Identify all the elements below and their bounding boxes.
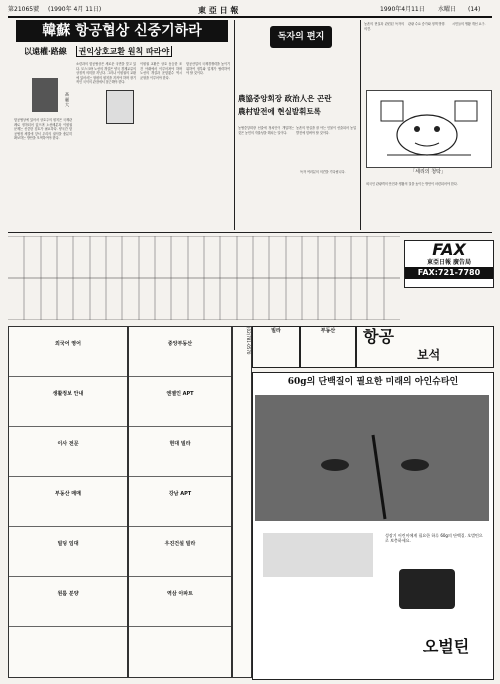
classified-entry: 우진건설 빌라	[129, 527, 231, 577]
classified-entry: 역삼 아파트	[129, 577, 231, 627]
cartoon-caption: 「세리의 청탁」	[410, 169, 446, 175]
column-headline	[238, 92, 358, 120]
classified-entry: 외국어 영어	[9, 327, 127, 377]
letters-body-2: 농촌의 현실을 잘 아는 인물이 선출되어 농업발전에 힘써야 할 것이다.	[296, 126, 356, 135]
ovaltine-ad	[252, 372, 494, 680]
ovaltine-photo	[255, 395, 489, 521]
letters-label: 독자의 편지	[277, 32, 325, 42]
right-body-4: 외국인 관광객의 안전과 생활의 질을 높이는 방안이 마련되어야 한다.	[366, 182, 458, 186]
classified-entry: 부동산 매매	[9, 477, 127, 527]
right-body-1: 농촌의 현실과 관련된 독자의 의견.	[364, 22, 404, 31]
letters-body-1: 농협중앙회장 선출에 정치인이 개입하는 것은 농민의 자율성을 해치는 일이다.	[238, 126, 294, 135]
editorial-cartoon	[366, 90, 492, 168]
classified-entry: 강남 APT	[129, 477, 231, 527]
author-byline: 高 麗 大	[65, 92, 70, 107]
column-divider-2	[360, 20, 361, 230]
fax-office-name: 東亞日報 廣告局	[426, 259, 472, 266]
editorial-sub-b: 권익상호교환 원칙 따라야	[76, 46, 173, 57]
editorial-headline-box	[16, 20, 228, 42]
classified-entry: 엔젤인 APT	[129, 377, 231, 427]
classified-entry: 중앙부동산	[129, 327, 231, 377]
right-body-3: 시민들의 생활 개선 요구.	[452, 22, 486, 26]
classified-entry: 현대 빌라	[129, 427, 231, 477]
editorial-sub-a: 以遠權·路線	[24, 46, 67, 56]
villa-ad: 빌라	[252, 326, 300, 368]
ovaltine-headline: 60g의 단백질이 필요한 미래의 아인슈타인	[287, 377, 459, 387]
issue-date: (1990年 4月 11日)	[48, 6, 102, 13]
ovaltine-bowl-photo	[263, 533, 373, 577]
cartoon-drawing	[367, 91, 491, 167]
right-body-2: 관광 수요 증가와 정책 방향.	[408, 22, 446, 26]
classified-entry: 원룸 분양	[9, 577, 127, 627]
jewelry-ad-sub: 보석	[417, 348, 441, 362]
fax-ad	[404, 240, 494, 288]
fax-big-label: FAX	[432, 240, 466, 259]
letters-label-box	[270, 26, 332, 48]
masthead	[8, 4, 492, 18]
classified-cells	[8, 238, 400, 318]
masthead-title: 東 亞 日 報	[198, 5, 239, 15]
classified-column-mid	[128, 326, 232, 678]
editorial-body-3: 이원권 교환은 상호 동등한 조건 아래에서 이루어져야 하며 노선의 개설과 운항횟수 역시 균형을 이루어야 한다.	[140, 62, 182, 80]
masthead-day: 水曜日	[438, 6, 457, 13]
masthead-date: 1990年4月11日	[380, 6, 425, 13]
ovaltine-copy: 성장기 어린이에게 필요한 하루 60g의 단백질. 오벌틴으로 보충하세요.	[385, 533, 483, 543]
editorial-body-1: 항공협상에 있어서 상호주의 원칙은 국제관례로 정착되어 있으며 노선배분과 이원권 문제는 신중한 검토가 필요하다. 양국간 항공협정 체결에 앞서 우리의 권익을 충분히 확보하는 방안을 모색하여야 한다.	[14, 118, 72, 141]
classified-phone-strip: (02)781-0570	[232, 326, 252, 678]
letters-body-3: 독자 여러분의 의견을 기다립니다.	[300, 170, 346, 174]
child-photo-drawing	[255, 395, 489, 521]
author-photo	[32, 78, 58, 112]
real-estate-ad: 부동산	[300, 326, 356, 368]
classified-entry: 빌딩 임대	[9, 527, 127, 577]
issue-number: 第21065號	[8, 6, 40, 13]
ovaltine-brand: 오벌틴	[422, 637, 470, 656]
jewelry-ad-name: 항공	[363, 327, 394, 346]
classified-entry: 이사 전문	[9, 427, 127, 477]
editorial-subhead	[24, 46, 224, 58]
jewelry-ad	[356, 326, 494, 368]
column-divider	[234, 20, 235, 230]
fax-number: FAX:721-7780	[405, 267, 493, 279]
editorial-chart-figure	[106, 90, 134, 124]
column-head-1: 農協중앙회장 政治人은 곤란	[238, 94, 332, 103]
editorial-headline: 韓蘇 항공협상 신중기하라	[42, 23, 202, 39]
editorial-body-2: 소련과의 항공협상은 새로운 국면을 맞고 있다. 모스크바 노선의 개설은 양국 경제교류의 상징적 의미를 지닌다. 그러나 이원권의 교환에 있어서는 형평의 원칙을 지켜야 하며 장기적인 국익의 관점에서 접근해야 한다.	[76, 62, 136, 85]
ovaltine-can	[399, 569, 455, 609]
page-number: (14)	[468, 6, 481, 13]
classified-top-rule	[8, 232, 492, 233]
classified-column-left	[8, 326, 128, 678]
editorial-body-4: 항공산업의 국제경쟁력을 높이기 위하여 정부와 업계가 협력하여야 할 것이다.	[186, 62, 230, 76]
classified-entry: 생활정보 안내	[9, 377, 127, 427]
column-head-2: 農村발전에 현실발휘토록	[238, 107, 321, 116]
